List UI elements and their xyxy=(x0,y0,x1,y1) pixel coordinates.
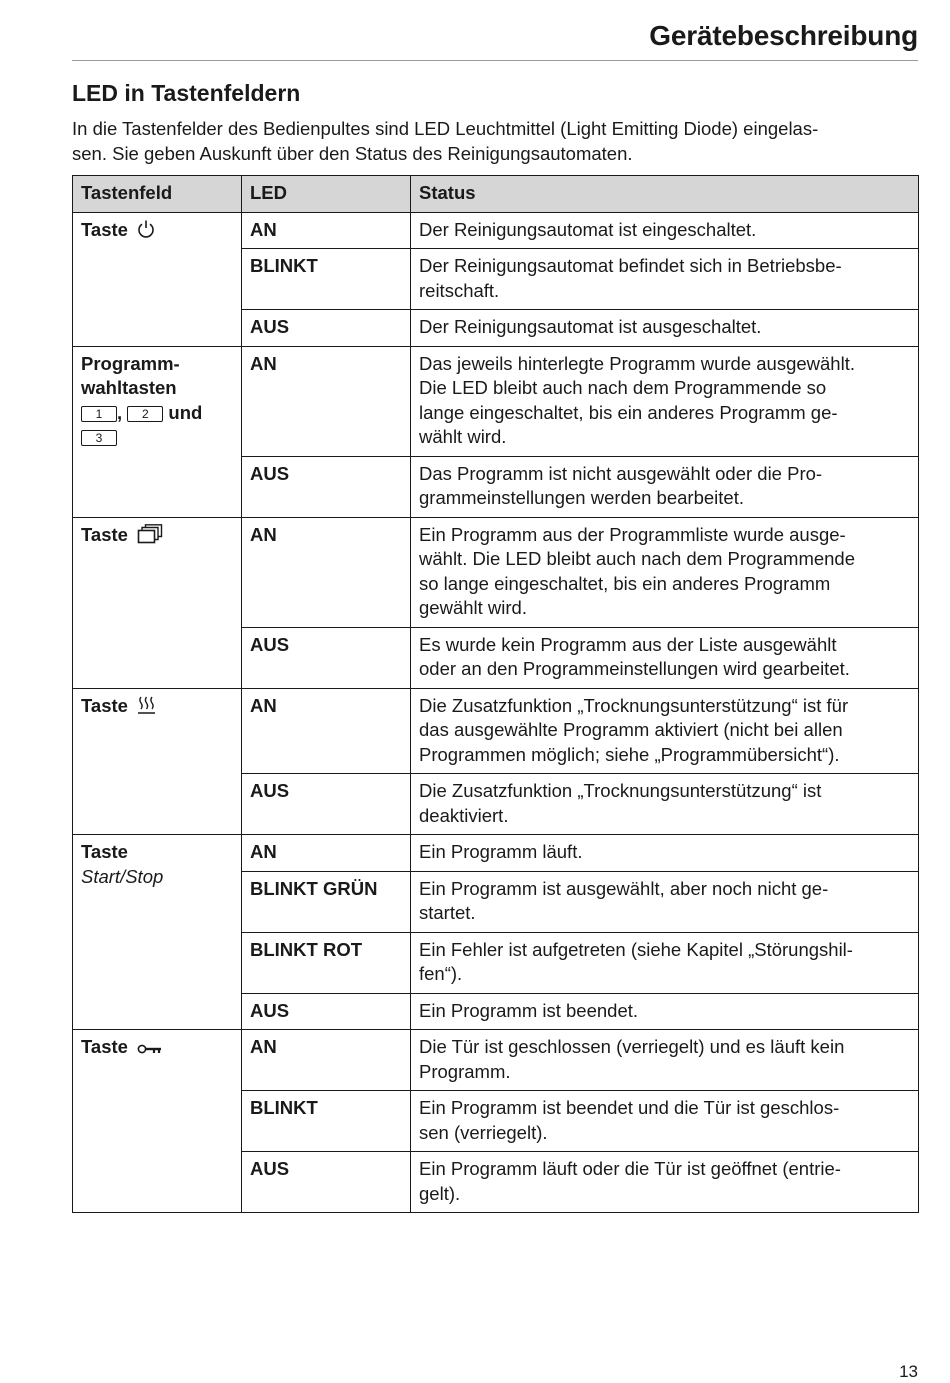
status-cell xyxy=(411,517,919,627)
status-cell xyxy=(411,932,919,993)
status-line: das ausgewählte Programm aktiviert (nicht bei allen xyxy=(419,719,843,740)
field-label: Taste xyxy=(81,1036,128,1057)
status-cell xyxy=(411,456,919,517)
field-cell-program-keys xyxy=(73,346,242,517)
led-cell: AN xyxy=(242,1030,411,1091)
status-line: gewählt wird. xyxy=(419,597,527,618)
table-row xyxy=(73,517,919,627)
program-key-3-icon: 3 xyxy=(81,430,117,446)
led-cell: BLINKT xyxy=(242,1091,411,1152)
status-cell xyxy=(411,627,919,688)
field-label: Taste xyxy=(81,841,128,862)
led-cell: AUS xyxy=(242,1152,411,1213)
status-cell xyxy=(411,688,919,774)
status-line: Die LED bleibt auch nach dem Programmende so xyxy=(419,377,827,398)
status-cell: Ein Programm läuft. xyxy=(411,835,919,872)
field-cell-start-stop xyxy=(73,835,242,1030)
status-line: deaktiviert. xyxy=(419,804,509,826)
page-header-title: Gerätebeschreibung xyxy=(649,20,918,51)
intro-line: sen. Sie geben Auskunft über den Status des Reinigungsautomaten. xyxy=(72,142,633,164)
led-cell: AN xyxy=(242,688,411,774)
intro-paragraph xyxy=(72,117,920,166)
status-line: Das Programm ist nicht ausgewählt oder die Pro- xyxy=(419,462,823,484)
status-line: Es wurde kein Programm aus der Liste ausgewählt xyxy=(419,633,837,655)
status-cell xyxy=(411,1152,919,1213)
led-cell: BLINKT ROT xyxy=(242,932,411,993)
status-line: Ein Programm aus der Programmliste wurde ausge- xyxy=(419,523,846,545)
led-cell: BLINKT GRÜN xyxy=(242,871,411,932)
program-key-2-icon: 2 xyxy=(127,406,163,422)
header-status: Status xyxy=(411,176,919,213)
status-line: oder an den Programmeinstellungen wird gearbeitet. xyxy=(419,658,850,679)
field-cell-key xyxy=(73,1030,242,1213)
status-line: Die Tür ist geschlossen (verriegelt) und es läuft kein xyxy=(419,1036,845,1057)
status-line: Ein Programm läuft oder die Tür ist geöffnet (entrie- xyxy=(419,1158,841,1179)
status-cell: Der Reinigungsautomat ist eingeschaltet. xyxy=(411,212,919,249)
power-icon xyxy=(137,219,155,246)
table-row xyxy=(73,212,919,249)
status-cell xyxy=(411,774,919,835)
status-line: sen (verriegelt). xyxy=(419,1121,548,1143)
header-rule xyxy=(72,60,918,61)
status-cell xyxy=(411,871,919,932)
status-line: Ein Programm ist beendet und die Tür ist geschlos- xyxy=(419,1097,840,1118)
drying-icon xyxy=(137,695,157,722)
field-label: Taste xyxy=(81,218,128,240)
led-cell: AUS xyxy=(242,627,411,688)
table-row xyxy=(73,688,919,774)
status-line: Ein Programm ist ausgewählt, aber noch nicht ge- xyxy=(419,877,829,899)
and-word: und xyxy=(168,401,203,423)
status-line: wählt wird. xyxy=(419,426,507,447)
status-line: Programmen möglich; siehe „Programmübersicht“). xyxy=(419,743,840,765)
field-cell-drying xyxy=(73,688,242,835)
led-status-table xyxy=(72,175,919,1213)
led-cell: AUS xyxy=(242,310,411,347)
page-number: 13 xyxy=(899,1362,918,1381)
status-line: lange eingeschaltet, bis ein anderes Programm ge- xyxy=(419,401,838,423)
field-label: Taste xyxy=(81,523,128,545)
field-sublabel: Start/Stop xyxy=(81,865,164,887)
separator: , xyxy=(117,401,123,423)
status-line: so lange eingeschaltet, bis ein anderes Programm xyxy=(419,572,831,594)
status-cell xyxy=(411,249,919,310)
led-cell: AN xyxy=(242,212,411,249)
field-label: Taste xyxy=(81,694,128,716)
led-cell: AUS xyxy=(242,774,411,835)
table-row xyxy=(73,1030,919,1091)
status-line: Der Reinigungsautomat befindet sich in Betriebsbe- xyxy=(419,255,842,276)
status-line: Die Zusatzfunktion „Trocknungsunterstützung“ ist für xyxy=(419,694,849,716)
status-line: reitschaft. xyxy=(419,279,500,301)
status-line: fen“). xyxy=(419,963,463,984)
table-row xyxy=(73,346,919,456)
intro-line: In die Tastenfelder des Bedienpultes sind LED Leuchtmittel (Light Emitting Diode) eingelas- xyxy=(72,118,819,139)
program-key-1-icon: 1 xyxy=(81,406,117,422)
status-cell: Ein Programm ist beendet. xyxy=(411,993,919,1030)
led-cell: AUS xyxy=(242,993,411,1030)
header-led: LED xyxy=(242,176,411,213)
led-cell: AN xyxy=(242,517,411,627)
status-line: Programm. xyxy=(419,1060,511,1082)
status-line: grammeinstellungen werden bearbeitet. xyxy=(419,487,744,508)
field-cell-power xyxy=(73,212,242,346)
field-label: Programm- xyxy=(81,352,180,374)
led-cell: BLINKT xyxy=(242,249,411,310)
status-cell: Der Reinigungsautomat ist ausgeschaltet. xyxy=(411,310,919,347)
section-title: LED in Tastenfeldern xyxy=(72,80,301,106)
status-cell xyxy=(411,1030,919,1091)
status-line: wählt. Die LED bleibt auch nach dem Programmende xyxy=(419,548,856,569)
status-line: Ein Fehler ist aufgetreten (siehe Kapitel „Störungshil- xyxy=(419,938,853,960)
field-cell-program-list xyxy=(73,517,242,688)
status-line: gelt). xyxy=(419,1182,461,1204)
led-cell: AN xyxy=(242,835,411,872)
led-cell: AN xyxy=(242,346,411,456)
key-icon xyxy=(137,1038,163,1063)
status-cell xyxy=(411,346,919,456)
field-label: wahltasten xyxy=(81,377,177,398)
table-row xyxy=(73,835,919,872)
status-line: Das jeweils hinterlegte Programm wurde ausgewählt. xyxy=(419,352,855,374)
led-cell: AUS xyxy=(242,456,411,517)
status-line: Die Zusatzfunktion „Trocknungsunterstützung“ ist xyxy=(419,780,822,801)
status-line: startet. xyxy=(419,902,476,923)
table-header-row xyxy=(73,176,919,213)
program-list-icon xyxy=(137,524,163,551)
header-tastenfeld: Tastenfeld xyxy=(73,176,242,213)
status-cell xyxy=(411,1091,919,1152)
